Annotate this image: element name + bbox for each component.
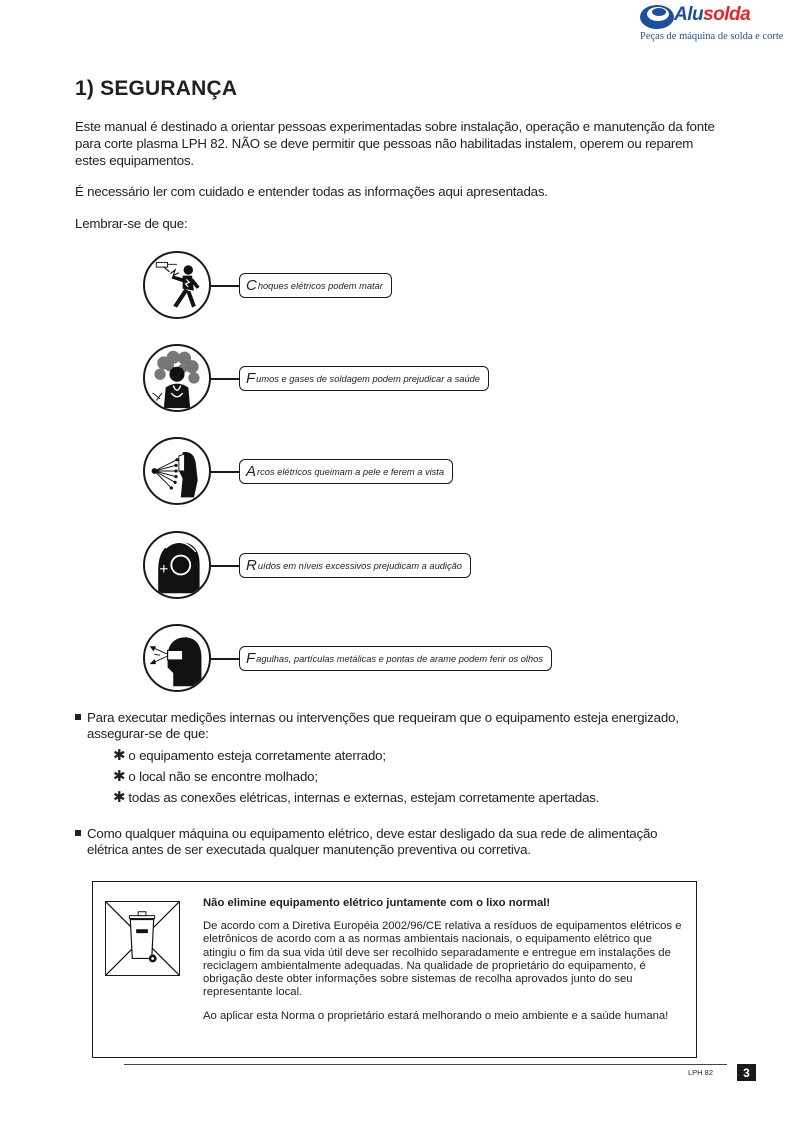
list-item: ✱ o equipamento esteja corretamente aterrado; [113, 747, 386, 764]
weee-notice-box [92, 881, 697, 1058]
weee-paragraph: De acordo com a Diretiva Européia 2002/96/CE relativa a resíduos de equipamentos elétricos e eletrônicos de acordo com a as normas ambientais nacionais, o equipamento elétrico que atingiu o fim da sua vida útil deve ser recolhido separadamente e entregue em instalações de reciclagem ambientalmente adequadas. Na qualidade de proprietário do equipamento, é obrigação deste obter informações sobre sistemas de recolha aprovados junto do seu representante local. [203, 920, 682, 999]
noise-hearing-icon [143, 531, 211, 599]
hazard-label-sparks: F agulhas, partículas metálicas e pontas de arame podem ferir os olhos [239, 646, 552, 671]
bullet-square-icon [75, 714, 81, 720]
hazard-connector [211, 285, 239, 287]
weee-paragraph-2: Ao aplicar esta Norma o proprietário estará melhorando o meio ambiente e a saúde humana! [203, 1010, 669, 1022]
hazard-connector [211, 378, 239, 380]
page-number: 3 [737, 1064, 756, 1081]
hazard-label-arc: A rcos elétricos queimam a pele e ferem a vista [239, 459, 453, 484]
brand-name: Alusolda [674, 4, 751, 25]
hazard-label-fumes: F umos e gases de soldagem podem prejudicar a saúde [239, 366, 489, 391]
footer-divider [124, 1064, 727, 1065]
asterisk-icon: ✱ [113, 768, 126, 785]
list-item: ✱ o local não se encontre molhado; [113, 768, 318, 785]
intro-paragraph: Este manual é destinado a orientar pessoas experimentadas sobre instalação, operação e manutenção da fonte para corte plasma LPH 82. NÃO se deve permitir que pessoas não habilitadas instalem, operem ou reparem estes equipamentos. [75, 119, 715, 168]
remember-label: Lembrar-se de que: [75, 216, 188, 231]
hazard-connector [211, 658, 239, 660]
weee-title: Não elimine equipamento elétrico juntamente com o lixo normal! [203, 897, 551, 909]
section-title: 1) SEGURANÇA [75, 77, 238, 100]
measurements-bullet: Para executar medições internas ou intervenções que requeiram que o equipamento esteja energizado, assegurar-se de que: [75, 710, 720, 742]
hazard-connector [211, 471, 239, 473]
asterisk-icon: ✱ [113, 789, 126, 806]
crossed-out-bin-icon [105, 901, 180, 976]
arc-rays-icon [143, 437, 211, 505]
logo-swirl-icon [638, 2, 678, 32]
maintenance-bullet: Como qualquer máquina ou equipamento elétrico, deve estar desligado da sua rede de alimentação elétrica antes de ser executada qualquer manutenção preventiva ou corretiva. [75, 826, 720, 858]
electric-shock-icon [143, 251, 211, 319]
fumes-gases-icon [143, 344, 211, 412]
footer-model: LPH 82 [688, 1068, 714, 1077]
list-item: ✱ todas as conexões elétricas, internas e externas, estejam corretamente apertadas. [113, 789, 600, 806]
sparks-eyes-icon [143, 624, 211, 692]
read-notice: É necessário ler com cuidado e entender todas as informações aqui apresentadas. [75, 184, 548, 199]
bullet-square-icon [75, 830, 81, 836]
hazard-label-shock: C hoques elétricos podem matar [239, 273, 392, 298]
asterisk-icon: ✱ [113, 747, 126, 764]
hazard-label-noise: R uídos em níveis excessivos prejudicam a audição [239, 553, 471, 578]
brand-logo [634, 0, 784, 48]
brand-tagline: Peças de máquina de solda e corte [640, 31, 784, 42]
hazard-connector [211, 565, 239, 567]
